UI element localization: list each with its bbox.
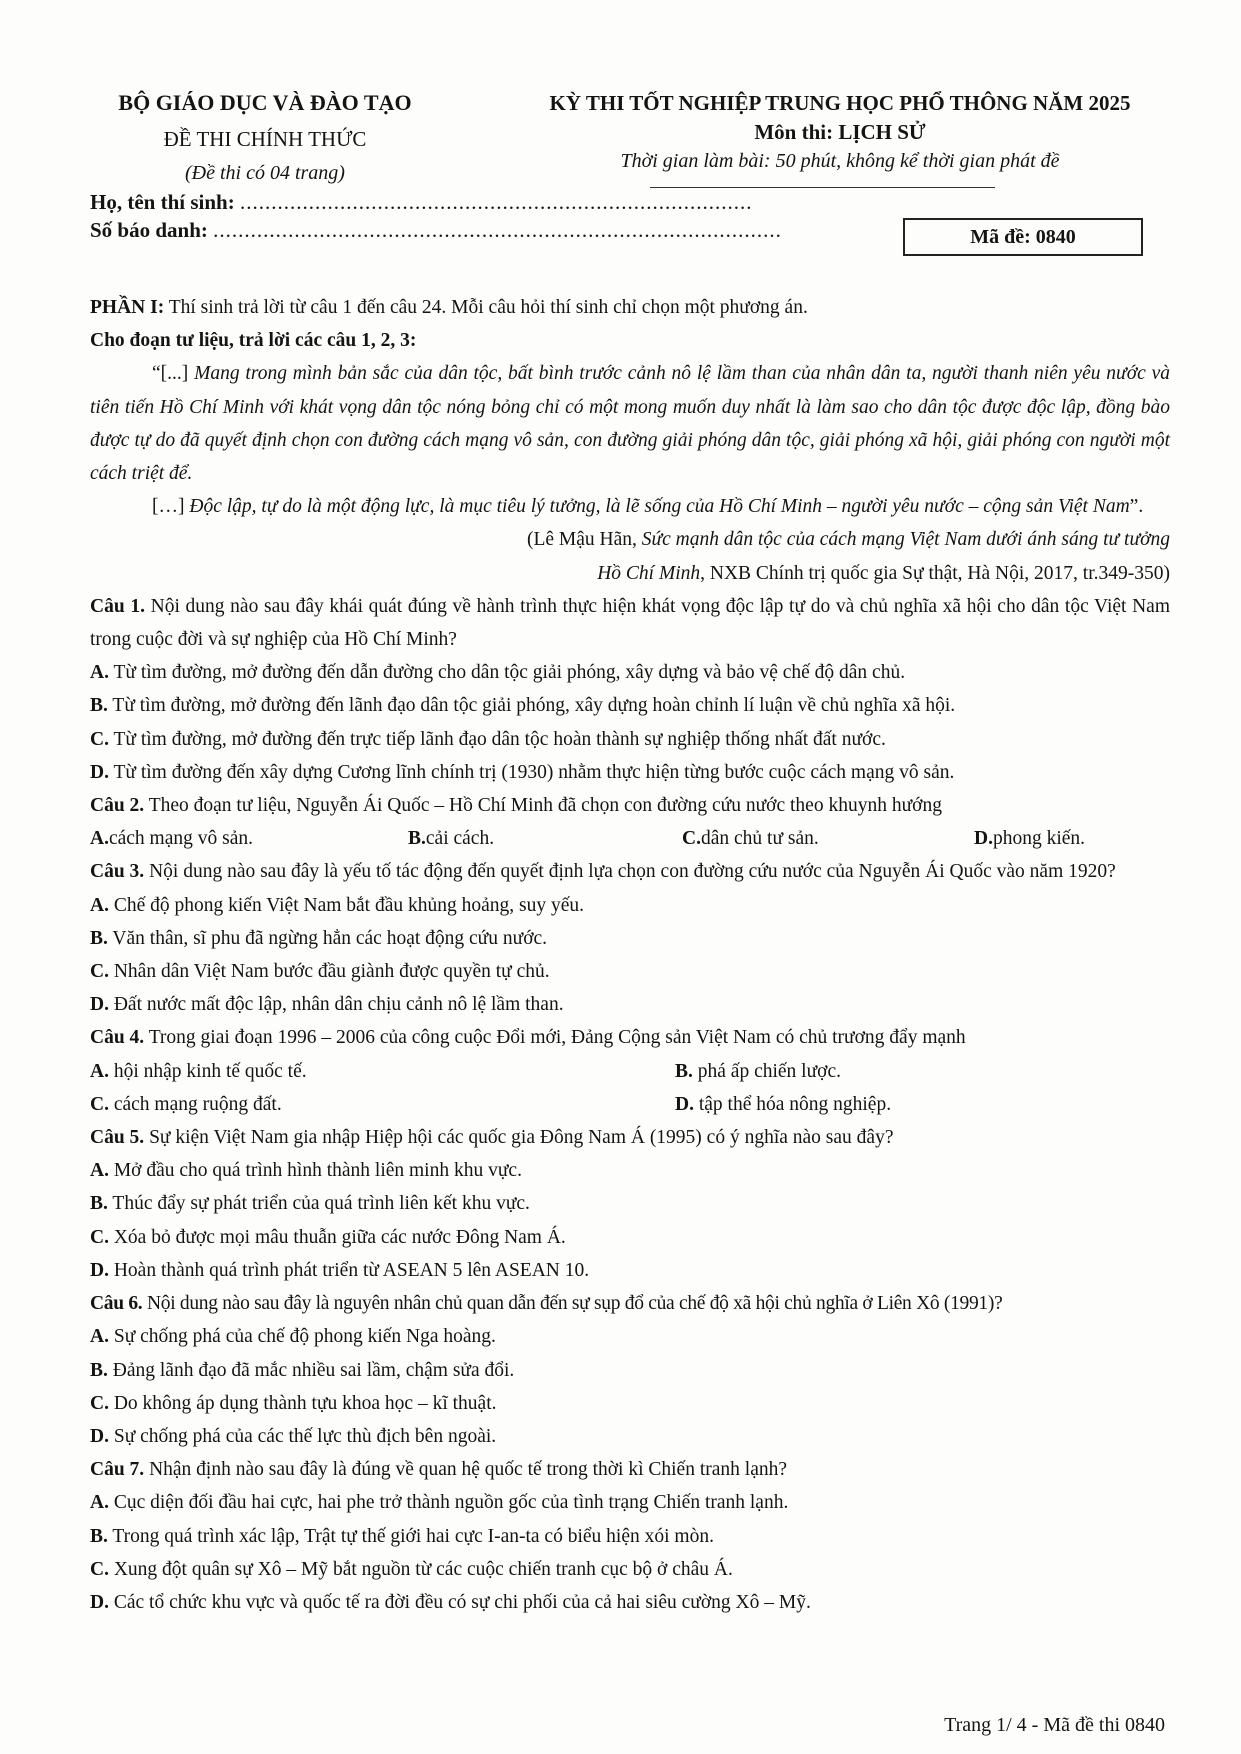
exam-content bbox=[90, 291, 1170, 1619]
header-right bbox=[500, 88, 1180, 176]
answer-option: D. Hoàn thành quá trình phát triển từ ASEAN 5 lên ASEAN 10. bbox=[90, 1259, 590, 1281]
answer-option: D. Các tổ chức khu vực và quốc tế ra đời đều có sự chi phối của cả hai siêu cường Xô – Mỹ. bbox=[90, 1591, 811, 1613]
passage-intro: Cho đoạn tư liệu, trả lời các câu 1, 2, 3: bbox=[90, 330, 417, 352]
part1-instruction: PHẦN I: Thí sinh trả lời từ câu 1 đến câu 24. Mỗi câu hỏi thí sinh chỉ chọn một phương án. bbox=[90, 297, 808, 318]
question-stem: Câu 6. Nội dung nào sau đây là nguyên nhân chủ quan dẫn đến sự sụp đổ của chế độ xã hội chủ nghĩa ở Liên Xô (1991)? bbox=[90, 1293, 1003, 1315]
answer-option: C. Xóa bỏ được mọi mâu thuẫn giữa các nước Đông Nam Á. bbox=[90, 1226, 566, 1248]
part1-label: PHẦN I: bbox=[90, 297, 165, 318]
time-limit: Thời gian làm bài: 50 phút, không kể thời gian phát đề bbox=[620, 150, 1060, 172]
passage-citation-1: (Lê Mậu Hãn, Sức mạnh dân tộc của cách mạng Việt Nam dưới ánh sáng tư tưởng bbox=[526, 529, 1170, 551]
candidate-name-line bbox=[90, 188, 752, 216]
passage-paragraph-2: […] Độc lập, tự do là một động lực, là mục tiêu lý tưởng, là lẽ sống của Hồ Chí Minh – người yêu nước – cộng sản Việt Nam”. bbox=[152, 496, 1144, 518]
question-label: Câu 7. bbox=[90, 1459, 145, 1481]
question-label: Câu 1. bbox=[90, 595, 145, 617]
candidate-id-label: Số báo danh: bbox=[90, 218, 208, 242]
passage-paragraph-1: “[...] Mang trong mình bản sắc của dân tộc, bất bình trước cảnh nô lệ lầm than của nhân dân ta, người thanh niên yêu nước và tiên tiến Hồ Chí Minh với khát vọng dân tộc nóng bỏng chỉ có một mong muốn duy nhất là làm sao cho dân tộc được độc lập, đồng bào được tự do đã quyết định chọn con đường cách mạng vô sản, con đường giải phóng dân tộc, giải phóng xã hội, giải phóng con người một cách triệt để. bbox=[90, 363, 1170, 485]
answer-option: A. Cục diện đối đầu hai cực, hai phe trở thành nguồn gốc của tình trạng Chiến tranh lạnh. bbox=[90, 1492, 789, 1514]
question-stem: Câu 4. Trong giai đoạn 1996 – 2006 của công cuộc Đổi mới, Đảng Cộng sản Việt Nam có chủ trương đẩy mạnh bbox=[90, 1027, 966, 1049]
answer-option: A. Chế độ phong kiến Việt Nam bắt đầu khủng hoảng, suy yếu. bbox=[90, 894, 585, 916]
exam-title: KỲ THI TỐT NGHIỆP TRUNG HỌC PHỔ THÔNG NĂM 2025 bbox=[549, 91, 1131, 115]
answer-option: D. Từ tìm đường đến xây dựng Cương lĩnh chính trị (1930) nhằm thực hiện từng bước cuộc cách mạng vô sản. bbox=[90, 761, 955, 783]
subject: Môn thi: LỊCH SỬ bbox=[754, 120, 926, 144]
answer-option: D.phong kiến. bbox=[974, 828, 1086, 850]
answer-option: C. Xung đột quân sự Xô – Mỹ bắt nguồn từ các cuộc chiến tranh cục bộ ở châu Á. bbox=[90, 1558, 733, 1580]
answer-option: C. Do không áp dụng thành tựu khoa học – kĩ thuật. bbox=[90, 1392, 497, 1414]
answer-option: C. cách mạng ruộng đất. bbox=[90, 1093, 282, 1115]
question-label: Câu 5. bbox=[90, 1127, 145, 1149]
answer-option: B. Từ tìm đường, mở đường đến lãnh đạo dân tộc giải phóng, xây dựng hoàn chỉnh lí luận về chủ nghĩa xã hội. bbox=[90, 695, 956, 717]
question-stem: Câu 1. Nội dung nào sau đây khái quát đúng về hành trình thực hiện khát vọng độc lập tự do và chủ nghĩa xã hội cho dân tộc Việt Nam trong cuộc đời và sự nghiệp của Hồ Chí Minh? bbox=[90, 595, 1170, 651]
candidate-id-dots: ........................................................................................... bbox=[213, 218, 782, 242]
answer-option: A.cách mạng vô sản. bbox=[90, 828, 254, 850]
page-footer: Trang 1/ 4 - Mã đề thi 0840 bbox=[944, 1714, 1165, 1736]
question-stem: Câu 3. Nội dung nào sau đây là yếu tố tác động đến quyết định lựa chọn con đường cứu nước của Nguyễn Ái Quốc vào năm 1920? bbox=[90, 861, 1116, 883]
candidate-name-dots: .................................................................................. bbox=[239, 190, 753, 214]
answer-option: B. Trong quá trình xác lập, Trật tự thế giới hai cực I-an-ta có biểu hiện xói mòn. bbox=[90, 1525, 714, 1547]
answer-option: B. Đảng lãnh đạo đã mắc nhiều sai lầm, chậm sửa đổi. bbox=[90, 1359, 515, 1381]
question-label: Câu 3. bbox=[90, 861, 145, 883]
answer-option: C. Nhân dân Việt Nam bước đầu giành được quyền tự chủ. bbox=[90, 961, 550, 983]
answer-option: A. Từ tìm đường, mở đường đến dẫn đường cho dân tộc giải phóng, xây dựng và bảo vệ chế độ dân chủ. bbox=[90, 662, 906, 684]
answer-option: B. phá ấp chiến lược. bbox=[675, 1060, 842, 1082]
candidate-id-line bbox=[90, 216, 782, 244]
header-left bbox=[90, 88, 440, 188]
answer-option: C. Từ tìm đường, mở đường đến trực tiếp lãnh đạo dân tộc hoàn thành sự nghiệp thống nhất đất nước. bbox=[90, 728, 886, 750]
answer-options-row bbox=[90, 822, 1170, 855]
question-stem: Câu 2. Theo đoạn tư liệu, Nguyễn Ái Quốc – Hồ Chí Minh đã chọn con đường cứu nước theo khuynh hướng bbox=[90, 795, 942, 817]
answer-option: D. tập thể hóa nông nghiệp. bbox=[675, 1093, 892, 1115]
ministry-name: BỘ GIÁO DỤC VÀ ĐÀO TẠO bbox=[118, 90, 412, 115]
answer-option: A. Mở đầu cho quá trình hình thành liên minh khu vực. bbox=[90, 1160, 522, 1182]
question-stem: Câu 7. Nhận định nào sau đây là đúng về quan hệ quốc tế trong thời kì Chiến tranh lạnh? bbox=[90, 1459, 788, 1481]
question-stem: Câu 5. Sự kiện Việt Nam gia nhập Hiệp hội các quốc gia Đông Nam Á (1995) có ý nghĩa nào sau đây? bbox=[90, 1127, 894, 1149]
answer-option: D. Sự chống phá của các thế lực thù địch bên ngoài. bbox=[90, 1425, 497, 1447]
passage-citation-2: Hồ Chí Minh, NXB Chính trị quốc gia Sự thật, Hà Nội, 2017, tr.349-350) bbox=[597, 562, 1170, 584]
answer-options-row bbox=[90, 1088, 1170, 1121]
answer-option: B. Văn thân, sĩ phu đã ngừng hẳn các hoạt động cứu nước. bbox=[90, 927, 548, 949]
question-label: Câu 2. bbox=[90, 795, 145, 817]
answer-option: D. Đất nước mất độc lập, nhân dân chịu cảnh nô lệ lầm than. bbox=[90, 994, 564, 1016]
exam-code-box: Mã đề: 0840 bbox=[903, 218, 1143, 256]
answer-option: B. Thúc đẩy sự phát triển của quá trình liên kết khu vực. bbox=[90, 1193, 530, 1215]
question-label: Câu 4. bbox=[90, 1027, 145, 1049]
answer-option: A. hội nhập kinh tế quốc tế. bbox=[90, 1060, 307, 1082]
answer-options-row bbox=[90, 1055, 1170, 1088]
pages-note: (Đề thi có 04 trang) bbox=[185, 162, 345, 184]
answer-option: B.cải cách. bbox=[408, 828, 495, 850]
candidate-name-label: Họ, tên thí sinh: bbox=[90, 190, 235, 214]
question-label: Câu 6. bbox=[90, 1293, 143, 1315]
answer-option: C.dân chủ tư sản. bbox=[682, 828, 819, 850]
answer-option: A. Sự chống phá của chế độ phong kiến Nga hoàng. bbox=[90, 1326, 496, 1348]
official-label: ĐỀ THI CHÍNH THỨC bbox=[163, 127, 367, 151]
